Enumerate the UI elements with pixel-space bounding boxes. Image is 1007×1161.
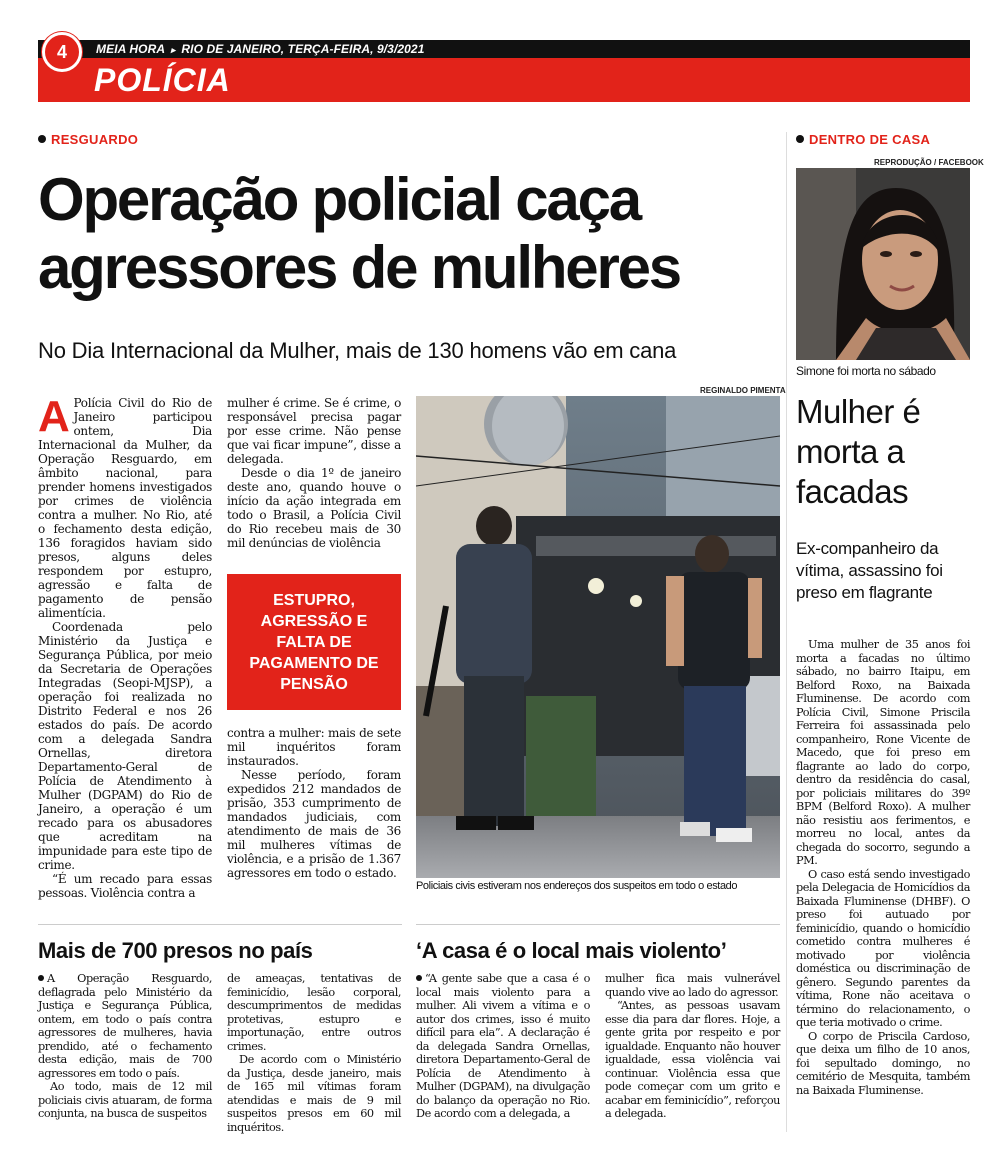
bullet-icon <box>38 135 46 143</box>
victim-portrait-photo <box>796 168 970 360</box>
paragraph <box>416 972 590 1121</box>
divider <box>416 924 780 925</box>
paragraph: mulher fica mais vulnerável quando vive ao lado do agressor. <box>605 972 780 999</box>
paragraph: Polícia Civil do Rio de Janeiro participou ontem, Dia Internacional da Mulher, da Operação Resguardo, em âmbito nacional, para prender homens investigados por crimes de violência contra a mulher. No Rio, até o fechamento desta edição, 136 foragidos haviam sido presos, alguns deles respondem por estupro, agressão e falta de pagamento de pensão alimentícia. <box>38 396 212 620</box>
photo-caption: Policiais civis estiveram nos endereços dos suspeitos em todo o estado <box>416 880 738 892</box>
section-title: POLÍCIA <box>94 62 231 98</box>
main-column-2-bottom <box>227 726 401 880</box>
main-headline-line-1: Operação policial caça <box>38 166 640 233</box>
highlight-text: ESTUPRO, AGRESSÃO E FALTA DE PAGAMENTO DE PENSÃO <box>249 591 379 693</box>
paragraph: Coordenada pelo Ministério da Justiça e Segurança Pública, por meio da Secretaria de Operações Integradas (Seopi-MJSP), a operação foi realizada no Distrito Federal e nos 26 estados do país. De acordo com a delegada Sandra Ornellas, diretora Departamento-Geral de Polícia de Atendimento à Mulher (DGPAM) do Rio de Janeiro, a operação é um recado para os abusadores que acreditam na impunidade para este tipo de crime. <box>38 620 212 872</box>
police-operation-photo <box>416 396 780 878</box>
side-kicker <box>796 132 930 147</box>
box1-title: Mais de 700 presos no país <box>38 938 313 963</box>
side-headline: Mulher é morta a facadas <box>796 393 921 510</box>
side-photo-caption: Simone foi morta no sábado <box>796 364 936 378</box>
dateline: RIO DE JANEIRO, TERÇA-FEIRA, 9/3/2021 <box>181 42 425 56</box>
bullet-icon <box>38 975 44 981</box>
box2-column-2 <box>605 972 780 1121</box>
main-headline <box>38 166 798 302</box>
box1-column-2 <box>227 972 401 1134</box>
paragraph <box>38 972 212 1080</box>
main-column-2-top <box>227 396 401 550</box>
paragraph: De acordo com o Ministério da Justiça, desde janeiro, mais de 165 mil vítimas foram atendidas e mais de 9 mil suspeitos presos em 60 mil inquéritos. <box>227 1053 401 1134</box>
newspaper-name: MEIA HORA <box>96 42 165 56</box>
paragraph: O caso está sendo investigado pela Delegacia de Homicídios da Baixada Fluminense (DHBF). O preso foi autuado por feminicídio, quando o homicídio cometido contra mulheres é motivado por violência doméstica ou discriminação de gênero. Segundo parentes da vítima, Rone não aceitava o término do relacionamento, o que teria motivado o crime. <box>796 867 970 1029</box>
paragraph-text: “A gente sabe que a casa é o local mais violento para a mulher. Ali vivem a vítima e o autor dos crimes, isso é muito difícil para ela”. A declaração é da delegada Sandra Ornellas, diretora Departamento-Geral de Polícia de Atendimento à Mulher (DGPAM), na divulgação do balanço da operação no Rio. De acordo com a delegada, a <box>416 972 590 1120</box>
column-divider <box>786 132 787 1132</box>
paragraph: Ao todo, mais de 12 mil policiais civis atuaram, de forma conjunta, na busca de suspeitos <box>38 1080 212 1120</box>
paragraph-text: A Operação Resguardo, deflagrada pelo Ministério da Justiça e Segurança Pública, ontem, em todo o país contra agressores de mulheres, havia prendido, até o fechamento desta edição, mais de 700 agressores em todo o país. <box>38 972 212 1080</box>
paragraph: mulher é crime. Se é crime, o responsável precisa pagar por esse crime. Não pense que vai ficar impune”, disse a delegada. <box>227 396 401 466</box>
box1-column-1 <box>38 972 212 1121</box>
box2-title: ‘A casa é o local mais violento’ <box>416 938 727 963</box>
drop-cap: A <box>38 392 70 441</box>
bullet-icon <box>416 975 422 981</box>
highlight-box <box>227 574 401 710</box>
main-headline-line-2: agressores de mulheres <box>38 234 680 301</box>
paragraph: “Antes, as pessoas usavam esse dia para dar flores. Hoje, a gente grita por respeito e por igualdade. Enquanto não houver igualdade, essa violência vai continuar. Violência essa que pode começar com um grito e acabar em feminicídio”, reforçou a delegada. <box>605 999 780 1120</box>
paragraph: de ameaças, tentativas de feminicídio, lesão corporal, descumprimentos de medidas protetivas, estupro e importunação, entre outros crimes. <box>227 972 401 1053</box>
main-kicker <box>38 132 138 147</box>
main-column-1 <box>38 392 212 900</box>
paragraph: Desde o dia 1º de janeiro deste ano, quando houve o início da ação integrada em todo o Brasil, a Polícia Civil do Rio recebeu mais de 30 mil denúncias de violência <box>227 466 401 550</box>
paragraph: O corpo de Priscila Cardoso, que deixa um filho de 10 anos, foi sepultado domingo, no cemitério de Mesquita, também na Baixada Fluminense. <box>796 1029 970 1097</box>
bullet-icon <box>796 135 804 143</box>
side-kicker-text: DENTRO DE CASA <box>809 132 931 147</box>
paragraph: contra a mulher: mais de sete mil inquéritos foram instaurados. <box>227 726 401 768</box>
paragraph: Nesse período, foram expedidos 212 mandados de prisão, 353 cumprimento de mandados judiciais, com atendimento de mais de 36 mil mulheres vítimas de violência, e a prisão de 1.367 agressores em todo o estado. <box>227 768 401 880</box>
page-number: 4 <box>42 32 82 72</box>
side-body <box>796 638 970 1097</box>
photo-credit: REGINALDO PIMENTA <box>700 386 786 395</box>
box2-column-1 <box>416 972 590 1121</box>
side-subhead: Ex-companheiro da vítima, assassino foi preso em flagrante <box>796 539 943 602</box>
main-kicker-text: RESGUARDO <box>51 132 139 147</box>
paragraph: Uma mulher de 35 anos foi morta a facadas no último sábado, no bairro Itaipu, em Belford Roxo, na Baixada Fluminense. De acordo com Polícia Civil, Simone Priscila Ferreira foi assassinada pelo companheiro, Rone Vicente de Macedo, que foi preso em flagrante ao lado do corpo, dentro da residência do casal, por policiais militares do 39º BPM (Belford Roxo). A mulher não resistiu aos ferimentos, e morreu no local, antes da chegada do socorro, segundo a PM. <box>796 638 970 867</box>
side-photo-credit: REPRODUÇÃO / FACEBOOK <box>874 158 984 167</box>
divider <box>38 924 402 925</box>
main-subhead: No Dia Internacional da Mulher, mais de 130 homens vão em cana <box>38 338 677 363</box>
paragraph: “É um recado para essas pessoas. Violência contra a <box>38 872 212 900</box>
masthead: MEIA HORA ▸ RIO DE JANEIRO, TERÇA-FEIRA, 9/3/2021 <box>96 42 425 56</box>
